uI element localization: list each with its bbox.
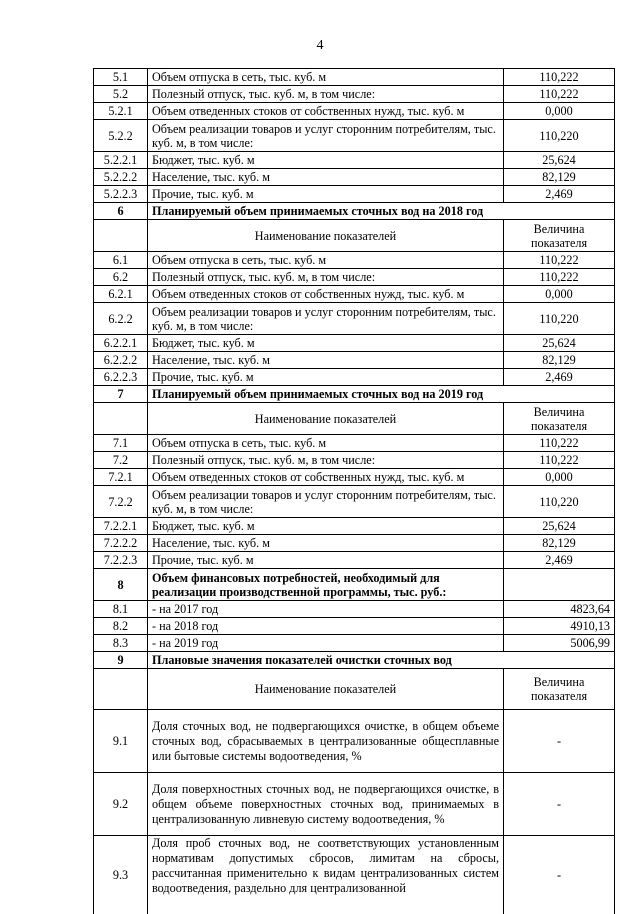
row-name: Полезный отпуск, тыс. куб. м, в том числе: [148, 452, 504, 469]
row-name: Полезный отпуск, тыс. куб. м, в том числе: [148, 86, 504, 103]
row-number: 6.2.2.2 [94, 352, 148, 369]
section-title: Плановые значения показателей очистки сточных вод [148, 652, 615, 669]
row-number: 9.2 [94, 773, 148, 836]
table-row [94, 103, 615, 120]
table-row [94, 710, 615, 773]
row-value: 110,220 [504, 303, 615, 335]
row-value: 110,222 [504, 252, 615, 269]
row-name: Объем отведенных стоков от собственных нужд, тыс. куб. м [148, 286, 504, 303]
table-row [94, 518, 615, 535]
row-name: Население, тыс. куб. м [148, 169, 504, 186]
row-name: Прочие, тыс. куб. м [148, 552, 504, 569]
column-header-name: Наименование показателей [148, 220, 504, 252]
row-name: Объем отпуска в сеть, тыс. куб. м [148, 252, 504, 269]
row-name: Объем реализации товаров и услуг сторонним потребителям, тыс. куб. м, в том числе: [148, 120, 504, 152]
row-value: 0,000 [504, 286, 615, 303]
column-header-value: Величина показателя [504, 403, 615, 435]
section-header [94, 203, 615, 220]
row-value: 0,000 [504, 469, 615, 486]
row-value: - [504, 836, 615, 914]
row-value: 2,469 [504, 369, 615, 386]
section-number: 6 [94, 203, 148, 220]
table-row [94, 286, 615, 303]
row-number: 5.1 [94, 69, 148, 86]
row-number: 5.2.2.2 [94, 169, 148, 186]
row-name: Население, тыс. куб. м [148, 535, 504, 552]
indicators-table [93, 68, 615, 914]
row-number: 5.2.2 [94, 120, 148, 152]
row-value: 82,129 [504, 169, 615, 186]
table-row [94, 369, 615, 386]
row-value: 25,624 [504, 518, 615, 535]
row-name: Бюджет, тыс. куб. м [148, 335, 504, 352]
row-number: 7.2.2.2 [94, 535, 148, 552]
row-number: 6.2 [94, 269, 148, 286]
table-row [94, 635, 615, 652]
empty-cell [504, 569, 615, 601]
row-number: 5.2.1 [94, 103, 148, 120]
section-title: Планируемый объем принимаемых сточных вод на 2019 год [148, 386, 615, 403]
table-row [94, 303, 615, 335]
table-row [94, 435, 615, 452]
row-number: 6.2.1 [94, 286, 148, 303]
column-header-row [94, 220, 615, 252]
row-value: 5006,99 [504, 635, 615, 652]
row-number: 7.2.1 [94, 469, 148, 486]
row-name: - на 2019 год [148, 635, 504, 652]
row-number: 8.2 [94, 618, 148, 635]
row-value: 0,000 [504, 103, 615, 120]
row-name: Объем отведенных стоков от собственных нужд, тыс. куб. м [148, 469, 504, 486]
row-value: 110,222 [504, 452, 615, 469]
row-number: 7.2.2.3 [94, 552, 148, 569]
row-name: Прочие, тыс. куб. м [148, 186, 504, 203]
table-row [94, 335, 615, 352]
row-name: Бюджет, тыс. куб. м [148, 518, 504, 535]
table-row [94, 69, 615, 86]
table-row [94, 836, 615, 914]
row-name: Объем отпуска в сеть, тыс. куб. м [148, 435, 504, 452]
row-number: 6.2.2.3 [94, 369, 148, 386]
table-row [94, 152, 615, 169]
row-number: 7.1 [94, 435, 148, 452]
section-number: 8 [94, 569, 148, 601]
column-header-row [94, 669, 615, 710]
table-row [94, 486, 615, 518]
row-value: 2,469 [504, 186, 615, 203]
table-row [94, 618, 615, 635]
row-number: 7.2.2.1 [94, 518, 148, 535]
section-title: Объем финансовых потребностей, необходимый для реализации производственной программы, тыс. руб.: [148, 569, 504, 601]
row-number: 7.2 [94, 452, 148, 469]
row-value: 110,220 [504, 120, 615, 152]
row-number: 5.2.2.3 [94, 186, 148, 203]
row-value: 2,469 [504, 552, 615, 569]
table-row [94, 269, 615, 286]
row-value: - [504, 710, 615, 773]
row-name: Прочие, тыс. куб. м [148, 369, 504, 386]
table-row [94, 535, 615, 552]
row-value: 25,624 [504, 152, 615, 169]
row-name: Объем реализации товаров и услуг сторонним потребителям, тыс. куб. м, в том числе: [148, 303, 504, 335]
row-number: 8.1 [94, 601, 148, 618]
table-row [94, 120, 615, 152]
table-row [94, 601, 615, 618]
table-row [94, 469, 615, 486]
column-header-value: Величина показателя [504, 220, 615, 252]
row-name: Доля сточных вод, не подвергающихся очистке, в общем объеме сточных вод, сбрасываемых в централизованные общесплавные или бытовые системы водоотведения, % [148, 710, 504, 773]
row-value: 25,624 [504, 335, 615, 352]
table-row [94, 773, 615, 836]
table-row [94, 352, 615, 369]
section-header [94, 386, 615, 403]
row-value: 110,222 [504, 86, 615, 103]
table-row [94, 86, 615, 103]
row-name: - на 2017 год [148, 601, 504, 618]
row-name: Население, тыс. куб. м [148, 352, 504, 369]
empty-cell [94, 403, 148, 435]
row-value: 110,220 [504, 486, 615, 518]
section-number: 7 [94, 386, 148, 403]
row-number: 6.2.2.1 [94, 335, 148, 352]
row-value: 110,222 [504, 69, 615, 86]
row-number: 9.3 [94, 836, 148, 914]
row-value: - [504, 773, 615, 836]
row-value: 110,222 [504, 269, 615, 286]
row-number: 9.1 [94, 710, 148, 773]
row-name: Доля поверхностных сточных вод, не подвергающихся очистке, в общем объеме поверхностных сточных вод, принимаемых в централизованную ливневую систему водоотведения, % [148, 773, 504, 836]
page-number: 4 [0, 38, 640, 54]
column-header-name: Наименование показателей [148, 669, 504, 710]
section-header [94, 652, 615, 669]
row-number: 5.2 [94, 86, 148, 103]
row-name: Объем реализации товаров и услуг сторонним потребителям, тыс. куб. м, в том числе: [148, 486, 504, 518]
row-number: 7.2.2 [94, 486, 148, 518]
column-header-value: Величина показателя [504, 669, 615, 710]
row-name: Объем отпуска в сеть, тыс. куб. м [148, 69, 504, 86]
section-title: Планируемый объем принимаемых сточных вод на 2018 год [148, 203, 615, 220]
row-value: 4823,64 [504, 601, 615, 618]
row-number: 8.3 [94, 635, 148, 652]
section-number: 9 [94, 652, 148, 669]
row-value: 4910,13 [504, 618, 615, 635]
row-value: 82,129 [504, 352, 615, 369]
row-name: Объем отведенных стоков от собственных нужд, тыс. куб. м [148, 103, 504, 120]
section-header [94, 569, 615, 601]
empty-cell [94, 220, 148, 252]
row-name: Бюджет, тыс. куб. м [148, 152, 504, 169]
table-row [94, 169, 615, 186]
table-row [94, 186, 615, 203]
row-value: 82,129 [504, 535, 615, 552]
row-number: 6.2.2 [94, 303, 148, 335]
table-row [94, 452, 615, 469]
empty-cell [94, 669, 148, 710]
row-name: Доля проб сточных вод, не соответствующих установленным нормативам допустимых сбросов, лимитам на сбросы, рассчитанная применительно к видам централизованных систем водоотведения, раздельно для централизованной [148, 836, 504, 914]
table-row [94, 552, 615, 569]
column-header-row [94, 403, 615, 435]
row-value: 110,222 [504, 435, 615, 452]
row-number: 6.1 [94, 252, 148, 269]
row-name: - на 2018 год [148, 618, 504, 635]
row-name: Полезный отпуск, тыс. куб. м, в том числе: [148, 269, 504, 286]
row-number: 5.2.2.1 [94, 152, 148, 169]
column-header-name: Наименование показателей [148, 403, 504, 435]
table-row [94, 252, 615, 269]
